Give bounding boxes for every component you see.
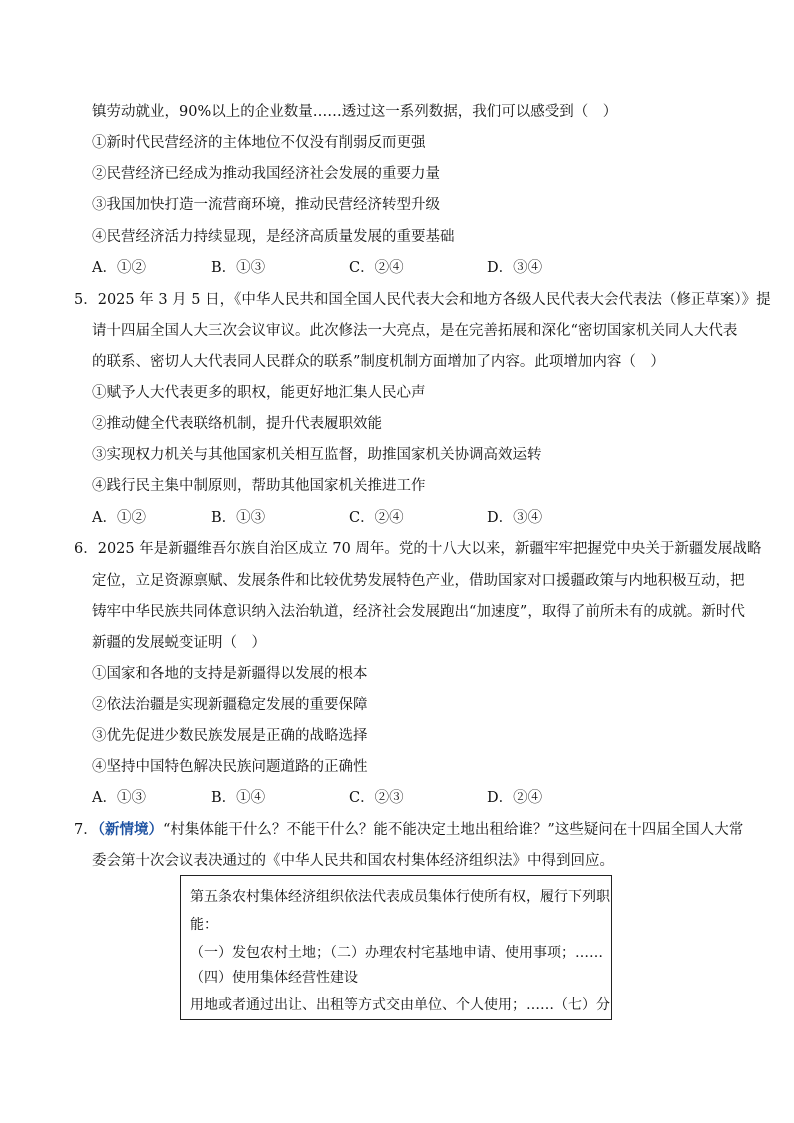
q7-stem-text: “村集体能干什么？不能干什么？能不能决定土地出租给谁？”这些疑问在十四届全国人大常 [162,822,744,838]
q6-stem-line-1: 6．2025 年是新疆维吾尔族自治区成立 70 周年。党的十八大以来，新疆牢牢把握党中央关于新疆发展战略 [74,541,762,557]
q6-item-2: ②依法治疆是实现新疆稳定发展的重要保障 [92,697,368,713]
law-excerpt-box [180,875,612,1020]
q7-number: 7． [74,822,98,838]
q6-item-3: ③优先促进少数民族发展是正确的战略选择 [92,728,368,744]
q6-item-1: ①国家和各地的支持是新疆得以发展的根本 [92,666,368,682]
q4-option-d[interactable]: D．③④ [487,260,543,276]
q6-item-4: ④坚持中国特色解决民族问题道路的正确性 [92,759,368,775]
q4-continuation: 镇劳动就业，90%以上的企业数量……透过这一系列数据，我们可以感受到（ ） [92,104,618,120]
q4-item-1: ①新时代民营经济的主体地位不仅没有削弱反而更强 [92,135,426,151]
q5-option-d[interactable]: D．③④ [487,510,543,526]
q4-option-b[interactable]: B．①③ [211,260,266,276]
law-excerpt-line-2: 能： [190,917,218,933]
law-excerpt-line-3: （一）发包农村土地；（二）办理农村宅基地申请、使用事项；…… [190,945,603,961]
q6-option-c[interactable]: C．②③ [349,790,404,806]
q7-stem-line-1 [74,822,743,838]
q6-stem-line-4: 新疆的发展蜕变证明（ ） [92,635,266,651]
q5-stem-line-1: 5．2025 年 3 月 5 日，《中华人民共和国全国人民代表大会和地方各级人民代表大会代表法（修正草案）》提 [74,292,771,308]
q4-option-a[interactable]: A．①② [92,260,146,276]
q5-item-3: ③实现权力机关与其他国家机关相互监督，助推国家机关协调高效运转 [92,447,542,463]
q7-stem-line-2: 委会第十次会议表决通过的《中华人民共和国农村集体经济组织法》中得到回应。 [92,853,614,869]
q5-option-c[interactable]: C．②④ [349,510,404,526]
q4-item-2: ②民营经济已经成为推动我国经济社会发展的重要力量 [92,166,440,182]
law-excerpt-line-1: 第五条农村集体经济组织依法代表成员集体行使所有权，履行下列职 [190,889,610,905]
q6-stem-line-2: 定位，立足资源禀赋、发展条件和比较优势发展特色产业，借助国家对口援疆政策与内地积极互动，把 [92,573,745,589]
q5-option-a[interactable]: A．①② [92,510,146,526]
q5-option-b[interactable]: B．①③ [211,510,266,526]
q6-stem-line-3: 铸牢中华民族共同体意识纳入法治轨道，经济社会发展跑出“加速度”，取得了前所未有的成就。新时代 [92,604,745,620]
q6-option-b[interactable]: B．①④ [211,790,266,806]
q4-item-3: ③我国加快打造一流营商环境，推动民营经济转型升级 [92,197,440,213]
q6-option-a[interactable]: A．①③ [92,790,146,806]
q5-item-2: ②推动健全代表联络机制，提升代表履职效能 [92,416,382,432]
q7-new-context-tag: （新情境） [97,821,163,838]
law-excerpt-line-4: （四）使用集体经营性建设 [190,970,358,986]
q5-item-1: ①赋予人大代表更多的职权，能更好地汇集人民心声 [92,385,426,401]
q5-stem-line-2: 请十四届全国人大三次会议审议。此次修法一大亮点，是在完善拓展和深化“密切国家机关同人大代表 [92,323,738,339]
law-excerpt-line-5: 用地或者通过出让、出租等方式交由单位、个人使用；……（七）分 [190,997,610,1013]
q6-option-d[interactable]: D．②④ [487,790,543,806]
q4-item-4: ④民营经济活力持续显现，是经济高质量发展的重要基础 [92,229,455,245]
q4-option-c[interactable]: C．②④ [349,260,404,276]
q5-stem-line-3: 的联系、密切人大代表同人民群众的联系”制度机制方面增加了内容。此项增加内容（ ） [92,354,665,370]
q5-item-4: ④践行民主集中制原则，帮助其他国家机关推进工作 [92,478,426,494]
